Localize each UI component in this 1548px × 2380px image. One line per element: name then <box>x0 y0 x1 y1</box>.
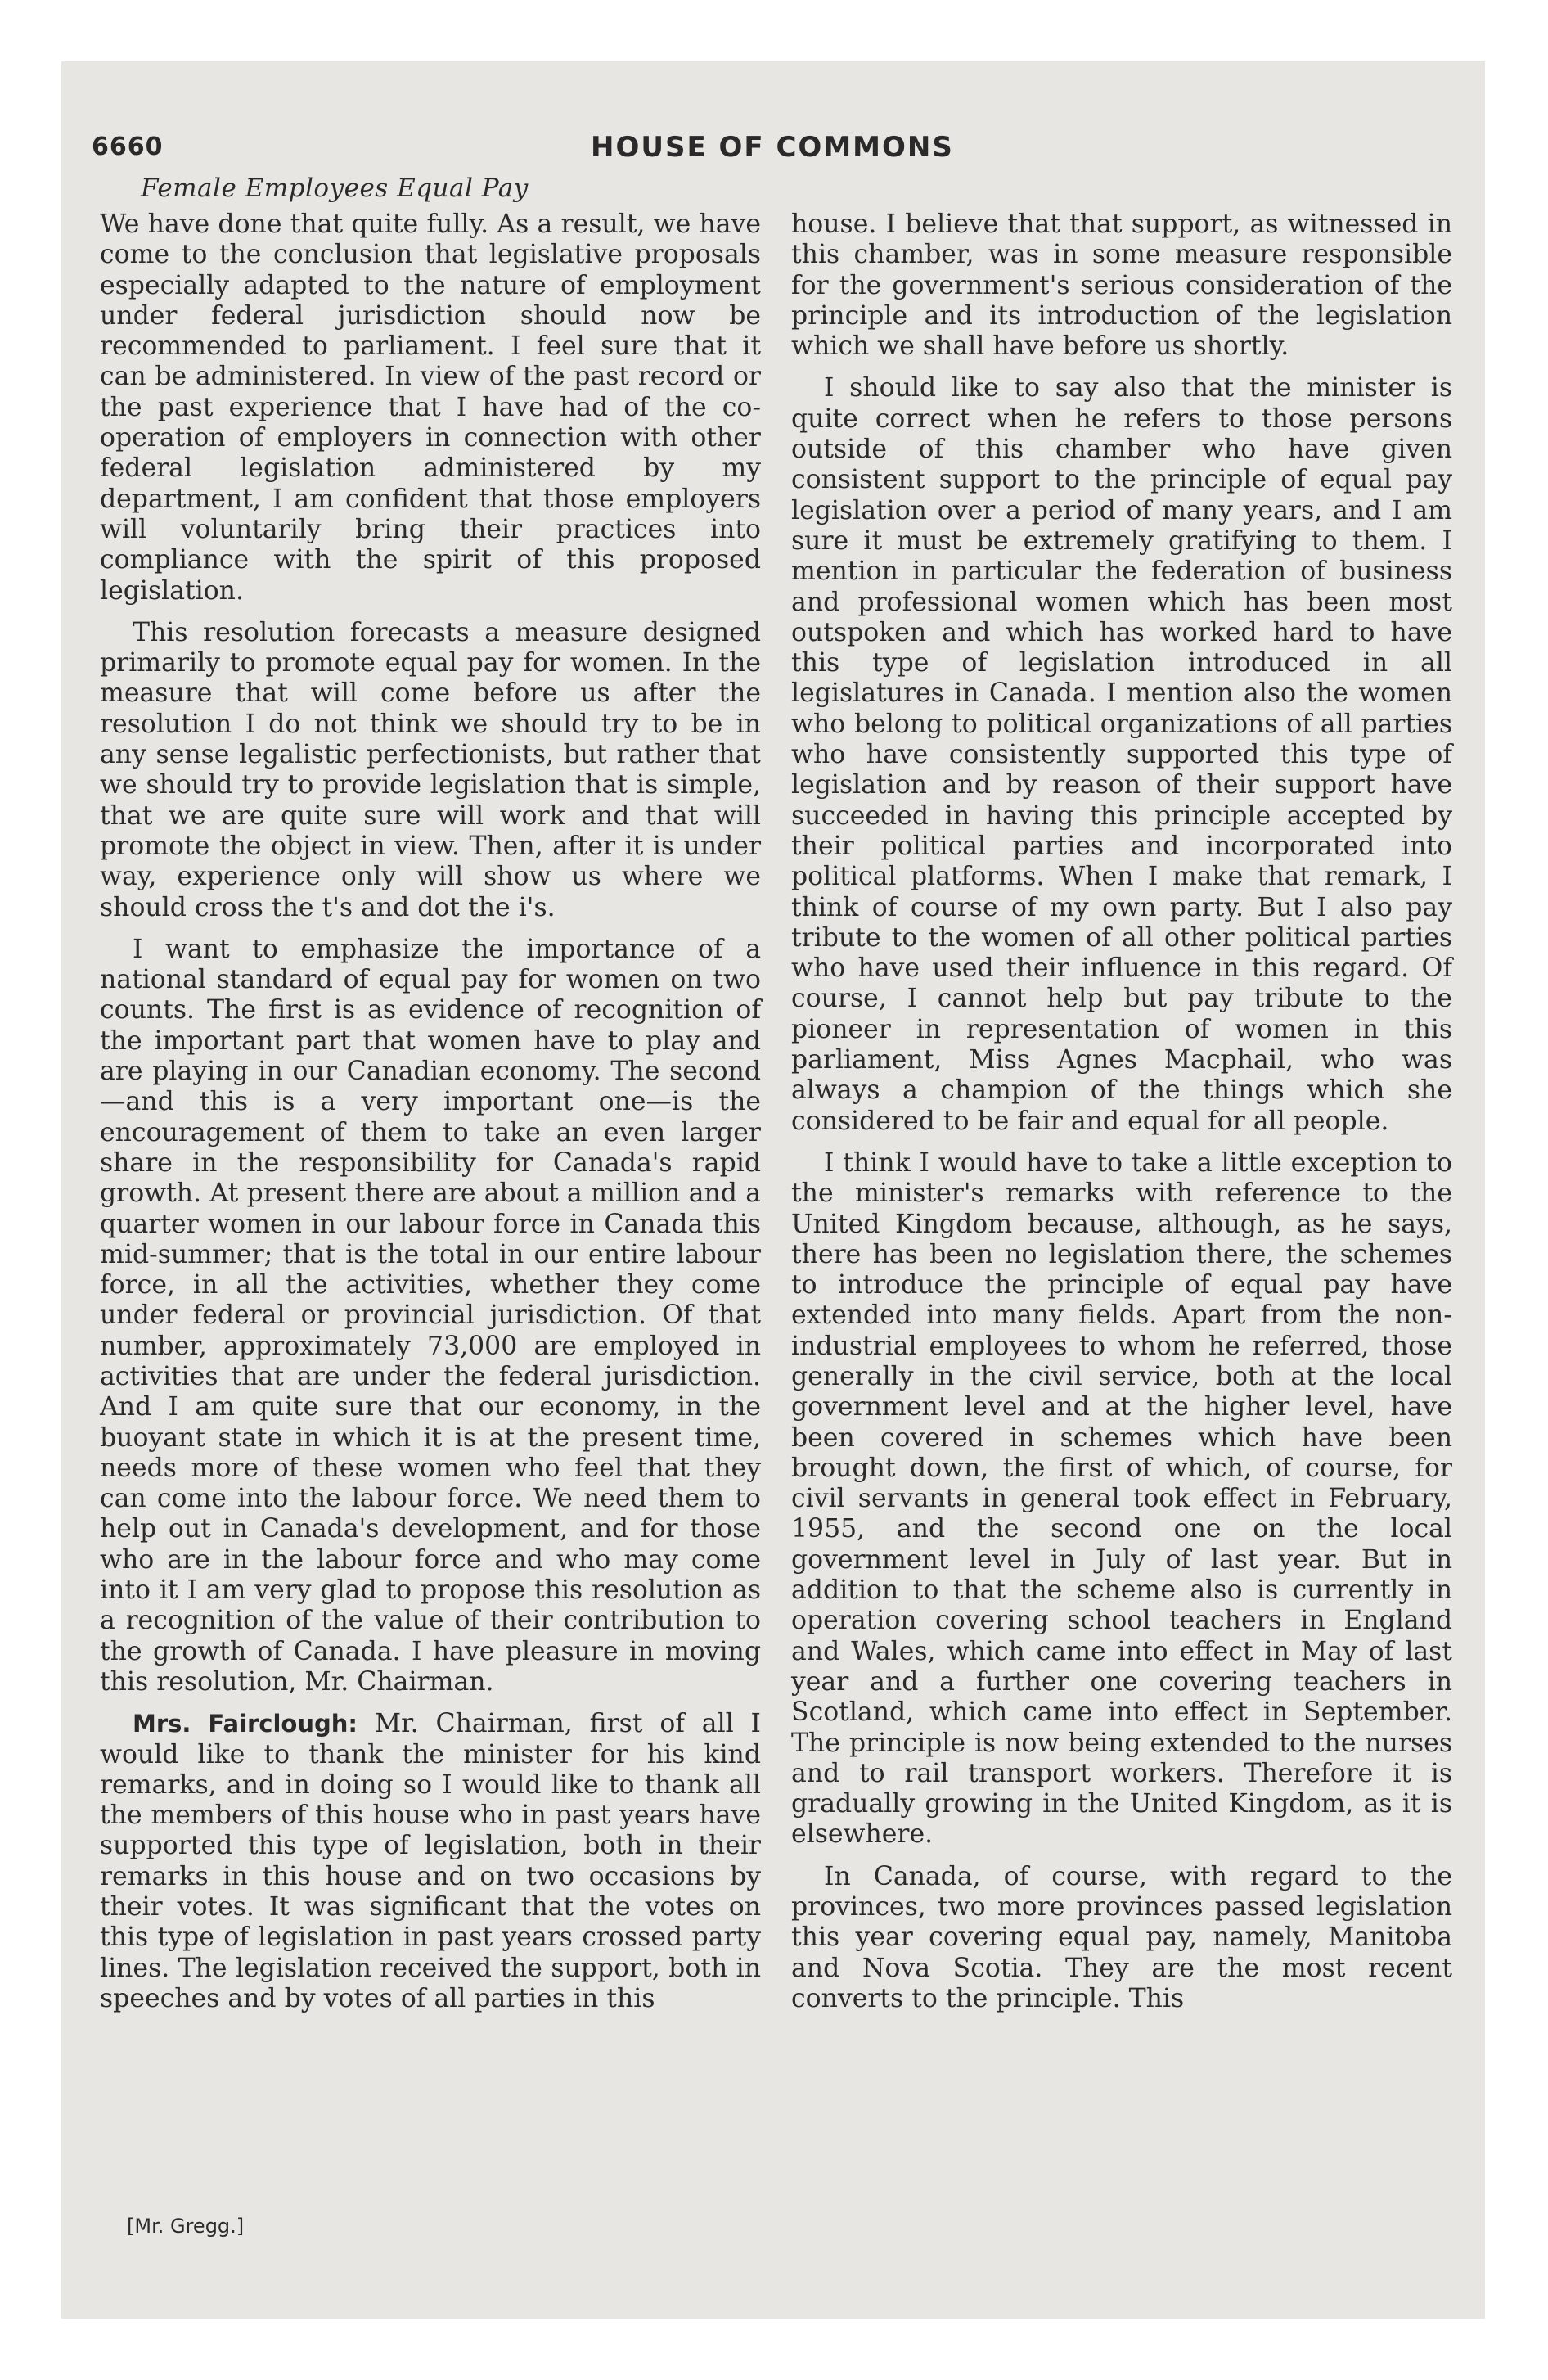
subject-heading: Female Employees Equal Pay <box>141 174 529 203</box>
paragraph: house. I believe that that support, as witnessed in this chamber, was in some measure responsible for the government's serious consideration of the principle and its introduction of the legislation which we shall have before us shortly. <box>791 210 1452 362</box>
paragraph: I want to emphasize the importance of a national standard of equal pay for women on two counts. The first is as evidence of recognition of the important part that women have to play and are playing in our Canadian economy. The second—and this is a very important one—is the encouragement of them to take an even larger share in the responsibility for Canada's rapid growth. At present there are about a million and a quarter women in our labour force in Canada this mid-summer; that is the total in our entire labour force, in all the activities, whether they come under federal or provincial jurisdiction. Of that number, approximately 73,000 are employed in activities that are under the federal jurisdiction. And I am quite sure that our economy, in the buoyant state in which it is at the present time, needs more of these women who feel that they can come into the labour force. We need them to help out in Canada's development, and for those who are in the labour force and who may come into it I am very glad to propose this resolution as a recognition of the value of their contribution to the growth of Canada. I have pleasure in moving this resolution, Mr. Chairman. <box>100 934 761 1697</box>
speech-text: Mr. Chairman, first of all I would like to thank the minister for his kind remarks, and in doing so I would like to thank all the members of this house who in past years have supported this type of legislation, both in their remarks in this house and on two occasions by their votes. It was significant that the votes on this type of legislation in past years crossed party lines. The legislation received the support, both in speeches and by votes of all parties in this <box>100 1709 761 2013</box>
paragraph <box>100 1709 761 2014</box>
speaker-attribution: [Mr. Gregg.] <box>127 2215 245 2238</box>
page-number: 6660 <box>92 133 164 161</box>
right-column <box>791 210 1452 2026</box>
page-header <box>92 123 1417 172</box>
paragraph: In Canada, of course, with regard to the provinces, two more provinces passed legislation this year covering equal pay, namely, Manitoba and Nova Scotia. They are the most recent converts to the principle. This <box>791 1861 1452 2013</box>
paragraph: We have done that quite fully. As a result, we have come to the conclusion that legislative proposals especially adapted to the nature of employment under federal jurisdiction should now be recommended to parliament. I feel sure that it can be administered. In view of the past record or the past experience that I have had of the co-operation of employers in connection with other federal legislation administered by my department, I am confident that those employers will voluntarily bring their practices into compliance with the spirit of this proposed legislation. <box>100 210 761 606</box>
left-column <box>100 210 761 2026</box>
paragraph: This resolution forecasts a measure designed primarily to promote equal pay for women. In the measure that will come before us after the resolution I do not think we should try to be in any sense legalistic perfectionists, but rather that we should try to provide legislation that is simple, that we are quite sure will work and that will promote the object in view. Then, after it is under way, experience only will show us where we should cross the t's and dot the i's. <box>100 617 761 922</box>
running-head: HOUSE OF COMMONS <box>591 131 954 164</box>
paragraph: I should like to say also that the minister is quite correct when he refers to those persons outside of this chamber who have given consistent support to the principle of equal pay legislation over a period of many years, and I am sure it must be extremely gratifying to them. I mention in particular the federation of business and professional women which has been most outspoken and which has worked hard to have this type of legislation introduced in all legislatures in Canada. I mention also the women who belong to political organizations of all parties who have consistently supported this type of legislation and by reason of their support have succeeded in having this principle accepted by their political parties and incorporated into political platforms. When I make that remark, I think of course of my own party. But I also pay tribute to the women of all other political parties who have used their influence in this regard. Of course, I cannot help but pay tribute to the pioneer in representation of women in this parliament, Miss Agnes Macphail, who was always a champion of the things which she considered to be fair and equal for all people. <box>791 373 1452 1136</box>
paragraph: I think I would have to take a little exception to the minister's remarks with reference to the United Kingdom because, although, as he says, there has been no legislation there, the schemes to introduce the principle of equal pay have extended into many fields. Apart from the non-industrial employees to whom he referred, those generally in the civil service, both at the local government level and at the higher level, have been covered in schemes which have been brought down, the first of which, of course, for civil servants in general took effect in February, 1955, and the second one on the local government level in July of last year. But in addition to that the scheme also is currently in operation covering school teachers in England and Wales, which came into effect in May of last year and a further one covering teachers in Scotland, which came into effect in September. The principle is now being extended to the nurses and to rail transport workers. Therefore it is gradually growing in the United Kingdom, as it is elsewhere. <box>791 1147 1452 1850</box>
speaker-name: Mrs. Fairclough: <box>133 1710 358 1738</box>
